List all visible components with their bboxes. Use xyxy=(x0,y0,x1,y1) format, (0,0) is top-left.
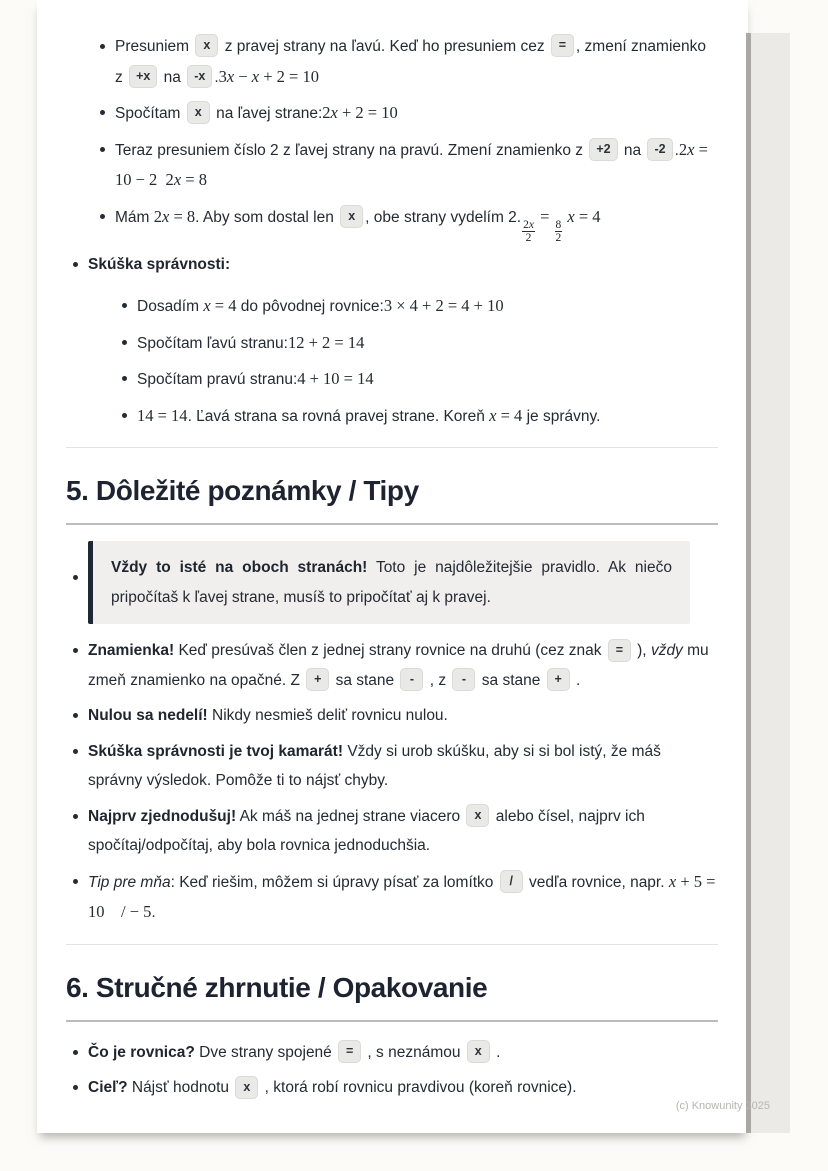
check-title-item xyxy=(66,250,718,432)
summary-item: Čo je rovnica? Dve strany spojené = , s neznámou x . xyxy=(66,1038,718,1068)
solution-steps-list xyxy=(93,32,718,244)
key-badge: + xyxy=(547,668,570,691)
tip-item: Nulou sa nedelí! Nikdy nesmieš deliť rovnicu nulou. xyxy=(66,701,718,731)
math-expression: 14 = 14 xyxy=(137,405,188,425)
tip-item: Znamienka! Keď presúvaš člen z jednej strany rovnice na druhú (cez znak = ), vždy mu zmeň znamienko na opačné. Z + sa stane - , z - sa stane + . xyxy=(66,636,718,695)
summary-item: Cieľ? Nájsť hodnotu x , ktorá robí rovnicu pravdivou (koreň rovnice). xyxy=(66,1073,718,1103)
math-expression: x = 4 xyxy=(567,206,601,226)
tip-item: Skúška správnosti je tvoj kamarát! Vždy si urob skúšku, aby si si bol istý, že máš správny výsledok. Pomôže ti to nájsť chyby. xyxy=(66,737,718,796)
tips-list xyxy=(66,541,718,928)
solution-step-item: Spočítam x na ľavej strane:2x + 2 = 10 xyxy=(93,98,718,129)
scrollbar-track[interactable] xyxy=(746,33,790,1133)
watermark: (c) Knowunity 2025 xyxy=(675,1100,770,1112)
check-sublist xyxy=(115,291,718,431)
important-note-quote xyxy=(88,541,690,624)
key-badge: = xyxy=(608,639,631,662)
key-badge: x xyxy=(195,34,218,57)
key-badge: - xyxy=(400,668,423,691)
math-expression: 2x = 10 − 2 2x = 8 xyxy=(115,139,708,189)
key-badge: x xyxy=(187,101,210,124)
section-divider xyxy=(66,447,718,448)
key-badge: - xyxy=(452,668,475,691)
check-title: Skúška správnosti: xyxy=(88,255,231,273)
math-expression: 4 + 10 = 14 xyxy=(297,369,374,389)
key-badge: = xyxy=(551,34,574,57)
key-badge: +x xyxy=(129,65,157,88)
key-badge: x xyxy=(466,804,489,827)
summary-list xyxy=(66,1038,718,1103)
math-expression: 2x = 8 xyxy=(153,206,196,226)
quote-text: Vždy to isté na oboch stranách! Toto je najdôležitejšie pravidlo. Ak niečo pripočítaš k ľavej strane, musíš to pripočítať aj k pravej. xyxy=(111,559,672,606)
check-item: 14 = 14. Ľavá strana sa rovná pravej strane. Koreň x = 4 je správny. xyxy=(115,401,718,432)
page-content xyxy=(37,0,748,1103)
key-badge: x xyxy=(235,1076,258,1099)
check-item: Dosadím x = 4 do pôvodnej rovnice:3 × 4 + 2 = 4 + 10 xyxy=(115,291,718,322)
solution-step-item: Teraz presuniem číslo 2 z ľavej strany na pravú. Zmení znamienko z +2 na -2 .2x = 10 − 2 2x = 8 xyxy=(93,135,718,196)
section-6-heading: 6. Stručné zhrnutie / Opakovanie xyxy=(66,971,718,1022)
math-expression: x + 5 = 10 / − 5 xyxy=(88,871,716,922)
key-badge: -x xyxy=(187,65,212,88)
math-expression: = xyxy=(535,206,554,226)
math-expression: 2x + 2 = 10 xyxy=(322,103,398,122)
math-expression: x = 4 xyxy=(489,405,523,425)
tip-item: Najprv zjednodušuj! Ak máš na jednej strane viacero x alebo čísel, najprv ich spočítaj/odpočítaj, aby bola rovnica jednoduchšia. xyxy=(66,802,718,861)
solution-step-item: Presuniem x z pravej strany na ľavú. Keď ho presuniem cez = , zmení znamienko z +x na -x .3x − x + 2 = 10 xyxy=(93,32,718,92)
math-expression: 3x − x + 2 = 10 xyxy=(218,66,319,86)
key-badge: +2 xyxy=(589,138,617,161)
key-badge: x xyxy=(467,1040,490,1063)
math-expression: 12 + 2 = 14 xyxy=(287,332,365,352)
math-expression: 3 × 4 + 2 = 4 + 10 xyxy=(383,296,504,316)
check-item: Spočítam pravú stranu:4 + 10 = 14 xyxy=(115,364,718,395)
key-badge: / xyxy=(500,870,523,893)
key-badge: -2 xyxy=(647,138,672,161)
key-badge: x xyxy=(340,205,363,228)
check-list xyxy=(66,250,718,432)
section-5-heading: 5. Dôležité poznámky / Tipy xyxy=(66,474,718,525)
section-divider xyxy=(66,944,718,945)
fraction: $\frac{2x}{2}$ xyxy=(523,218,534,244)
check-item: Spočítam ľavú stranu:12 + 2 = 14 xyxy=(115,328,718,359)
key-badge: + xyxy=(306,668,329,691)
tip-item: Tip pre mňa: Keď riešim, môžem si úpravy písať za lomítko / vedľa rovnice, napr. x + 5 = 10 / − 5. xyxy=(66,867,718,928)
document-page xyxy=(37,0,748,1133)
fraction: $\frac{8}{2}$ xyxy=(555,218,562,244)
key-badge: = xyxy=(338,1040,361,1063)
math-expression: x = 4 xyxy=(203,296,237,316)
solution-step-item: Mám 2x = 8. Aby som dostal len x , obe strany vydelím 2. $\frac{2x}{2}$ = $\frac{8}{2}$ x = 4 xyxy=(93,202,718,244)
tip-item xyxy=(66,541,718,624)
